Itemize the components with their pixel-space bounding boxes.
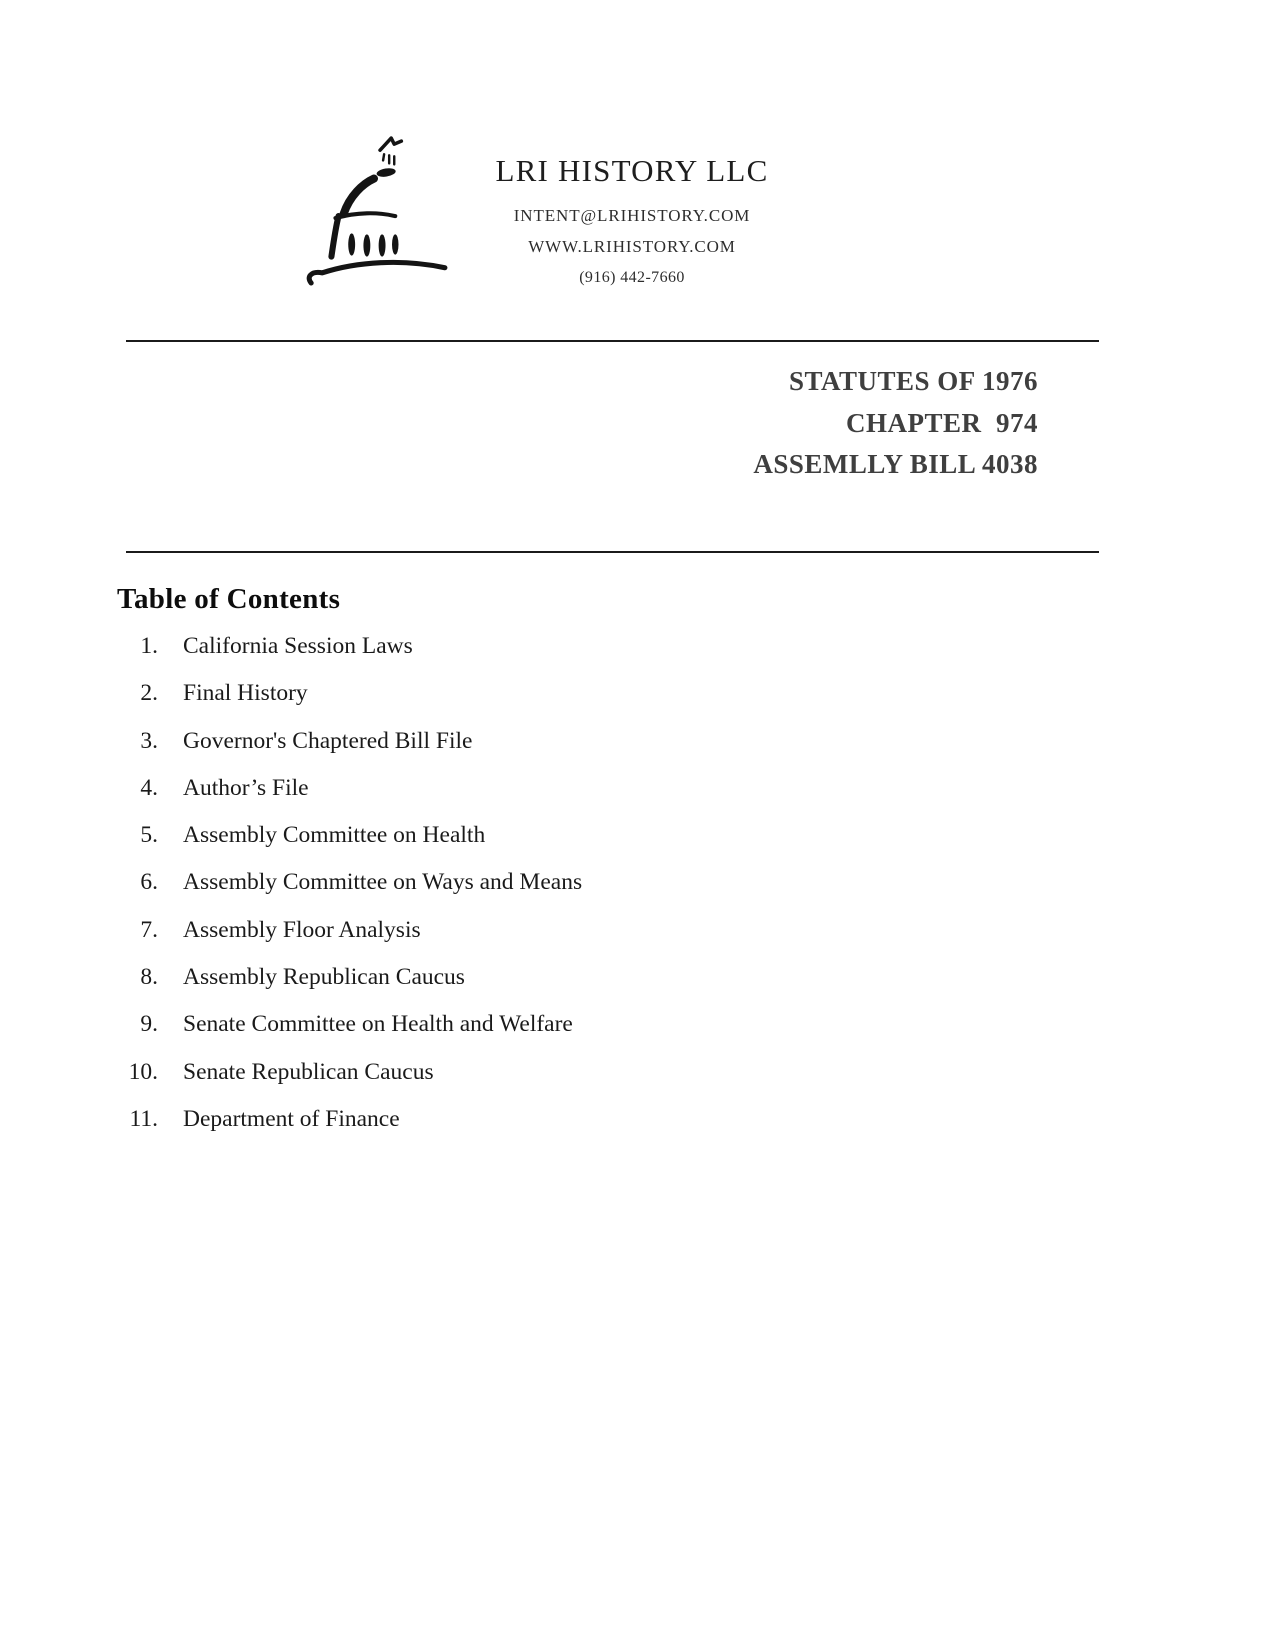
toc-item <box>117 867 582 914</box>
toc-item-number: 7. <box>140 916 158 943</box>
toc-item-number: 1. <box>140 633 158 659</box>
toc-item <box>117 962 582 1009</box>
toc-item-number: 5. <box>140 822 158 849</box>
toc-item <box>117 915 582 962</box>
toc-item-label: Governor's Chaptered Bill File <box>183 727 473 754</box>
toc-item <box>117 678 582 725</box>
toc-item-number: 6. <box>140 869 158 896</box>
horizontal-rule-top <box>126 340 1099 342</box>
toc-item-number: 10. <box>128 1058 158 1085</box>
toc-item-number: 2. <box>140 680 158 707</box>
letterhead-text <box>452 152 812 296</box>
toc-item <box>117 1009 582 1056</box>
toc-item-number: 11. <box>129 1105 158 1132</box>
toc-item-label: Author’s File <box>183 774 309 801</box>
chapter-line: CHAPTER 974 <box>845 407 1038 438</box>
horizontal-rule-bottom <box>126 551 1099 553</box>
toc-item-label: Assembly Floor Analysis <box>183 916 421 943</box>
toc-item-label: Assembly Committee on Health <box>183 822 486 849</box>
company-email: INTENT@LRIHISTORY.COM <box>513 206 751 225</box>
toc-item-number: 8. <box>140 964 158 991</box>
toc-item-label: Assembly Committee on Ways and Means <box>183 869 583 896</box>
statutes-year-line: STATUTES OF 1976 <box>788 366 1038 396</box>
toc-item <box>117 820 582 867</box>
toc-item-label: Department of Finance <box>183 1105 400 1132</box>
assembly-bill-line: ASSEMLLY BILL 4038 <box>753 449 1038 479</box>
capitol-dome-logo-icon <box>304 132 448 286</box>
company-phone: (916) 442-7660 <box>579 269 685 286</box>
toc-item-number: 9. <box>140 1011 158 1038</box>
toc-item <box>117 1104 582 1151</box>
toc-item-number: 4. <box>140 774 158 801</box>
statute-title-block <box>753 361 1038 486</box>
toc-item <box>117 726 582 773</box>
toc-item <box>117 773 582 820</box>
toc-item <box>117 631 582 678</box>
toc-heading: Table of Contents <box>117 583 341 615</box>
toc-item-label: California Session Laws <box>183 633 413 659</box>
toc-item-label: Senate Republican Caucus <box>183 1058 434 1085</box>
toc-list <box>117 631 582 1151</box>
toc-item-label: Senate Committee on Health and Welfare <box>183 1011 573 1038</box>
toc-item-label: Assembly Republican Caucus <box>183 964 465 991</box>
company-website: WWW.LRIHISTORY.COM <box>528 237 736 256</box>
toc-item <box>117 1057 582 1104</box>
company-name: LRI HISTORY LLC <box>495 153 769 188</box>
toc-item-label: Final History <box>183 680 308 707</box>
toc-item-number: 3. <box>140 727 158 754</box>
